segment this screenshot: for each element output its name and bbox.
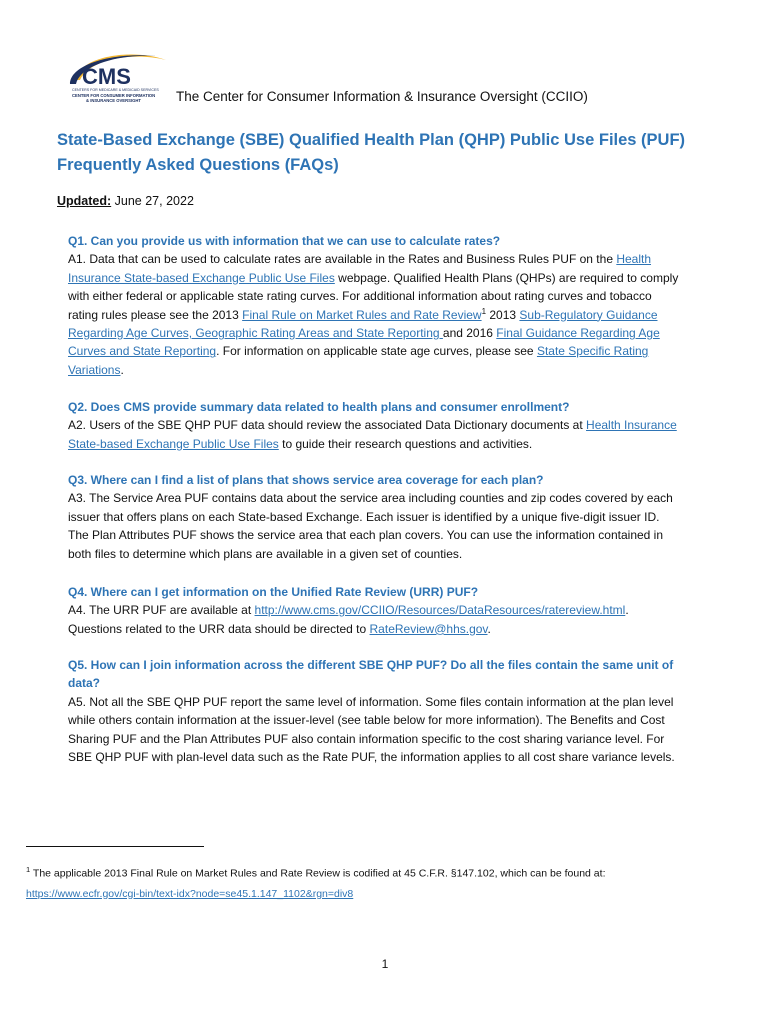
faq-q1 — [68, 232, 680, 379]
answer-text: . Questions related to the URR data should be directed to — [68, 603, 629, 636]
faq-q5 — [68, 656, 680, 766]
answer-text: A4. The URR PUF are available at — [68, 603, 255, 618]
faq-question: Q4. Where can I get information on the Unified Rate Review (URR) PUF? — [68, 585, 479, 599]
faq-answer — [68, 601, 680, 638]
faq-q2 — [68, 398, 680, 453]
updated-value: June 27, 2022 — [114, 194, 194, 208]
updated-label: Updated: — [57, 194, 112, 208]
answer-text: . — [487, 621, 491, 636]
footnote-link[interactable]: https://www.ecfr.gov/cgi-bin/text-idx?node=se45.1.147_1102&rgn=div8 — [26, 887, 354, 900]
answer-text: to guide their research questions and activities. — [278, 436, 533, 451]
page-title — [57, 128, 697, 178]
logo-subtitle-1: CENTERS FOR MEDICARE & MEDICAID SERVICES — [72, 88, 159, 92]
answer-text: . For information on applicable state age curves, please see — [216, 344, 537, 359]
link-final-rule-market-rules[interactable]: Final Rule on Market Rules and Rate Review — [242, 307, 482, 322]
answer-text: A2. Users of the SBE QHP PUF data should review the associated Data Dictionary documents at — [68, 418, 587, 433]
answer-text: 2013 — [486, 307, 520, 322]
answer-text: webpage. Qualified Health Plans (QHPs) are required to comply with either federal or applicable state rating curves. For additional information about rating curves and tobacco rating rules please see the 2013 — [68, 270, 679, 322]
faq-answer — [68, 250, 680, 379]
answer-text: . — [120, 362, 124, 377]
link-ratereview-url[interactable]: http://www.cms.gov/CCIIO/Resources/DataResources/ratereview.html — [254, 603, 626, 618]
page-title-line-1: State-Based Exchange (SBE) Qualified Health Plan (QHP) Public Use Files (PUF) — [57, 131, 686, 149]
link-ratereview-email[interactable]: RateReview@hhs.gov — [369, 621, 488, 636]
footnote-divider — [26, 846, 204, 847]
answer-text: A1. Data that can be used to calculate rates are available in the Rates and Business Rules PUF on the — [68, 252, 617, 267]
footnote-ref: 1 — [481, 306, 487, 316]
answer-text: and 2016 — [442, 326, 497, 341]
org-title: The Center for Consumer Information & Insurance Oversight (CCIIO) — [176, 89, 588, 104]
updated-date — [57, 194, 194, 208]
faq-q3 — [68, 471, 680, 563]
faq-answer: A3. The Service Area PUF contains data about the service area including counties and zip codes covered by each issuer that offers plans on each State-based Exchange. Each issuer is identified by a unique five-digit issuer ID. The Plan Attributes PUF shows the service area that each plan covers. You can use the information contained in both files to determine which plans are available in a given set of counties. — [68, 491, 673, 561]
link-health-insurance-sbe-puf[interactable]: Health Insurance State-based Exchange Public Use Files — [68, 252, 652, 285]
logo-text: CMS — [82, 64, 131, 89]
faq-q4 — [68, 583, 680, 638]
link-sub-regulatory-guidance[interactable]: Sub-Regulatory Guidance Regarding Age Curves, Geographic Rating Areas and State Reporting — [68, 307, 658, 341]
footnote-text: The applicable 2013 Final Rule on Market Rules and Rate Review is codified at 45 C.F.R. §147.102, which can be found at: — [30, 867, 606, 880]
faq-answer — [68, 416, 680, 453]
footnote — [26, 860, 706, 904]
faq-question: Q1. Can you provide us with information that we can use to calculate rates? — [68, 234, 501, 248]
page-title-line-2: Frequently Asked Questions (FAQs) — [57, 156, 339, 174]
link-health-insurance-sbe-puf[interactable]: Health Insurance State-based Exchange Public Use Files — [68, 418, 677, 451]
cms-logo — [56, 50, 174, 108]
footnote-number: 1 — [26, 865, 31, 874]
link-final-guidance-age-curves[interactable]: Final Guidance Regarding Age Curves and State Reporting — [68, 326, 660, 359]
link-state-specific-rating[interactable]: State Specific Rating Variations — [68, 344, 649, 377]
faq-question: Q5. How can I join information across the different SBE QHP PUF? Do all the files contain the same unit of data? — [68, 658, 674, 691]
page-number: 1 — [381, 957, 389, 971]
faq-answer: A5. Not all the SBE QHP PUF report the same level of information. Some files contain information at the plan level while others contain information at the issuer-level (see table below for more information). The Benefits and Cost Sharing PUF and the Plan Attributes PUF also contain information specific to the cost sharing variance level. For SBE QHP PUF with plan-level data such as the Rate PUF, the information applies to all cost share variance levels. — [68, 694, 675, 765]
faq-question: Q3. Where can I find a list of plans that shows service area coverage for each plan? — [68, 473, 544, 487]
logo-subtitle-3: & INSURANCE OVERSIGHT — [86, 98, 141, 103]
logo-subtitle-2: CENTER FOR CONSUMER INFORMATION — [72, 93, 156, 98]
faq-question: Q2. Does CMS provide summary data related to health plans and consumer enrollment? — [68, 400, 570, 414]
